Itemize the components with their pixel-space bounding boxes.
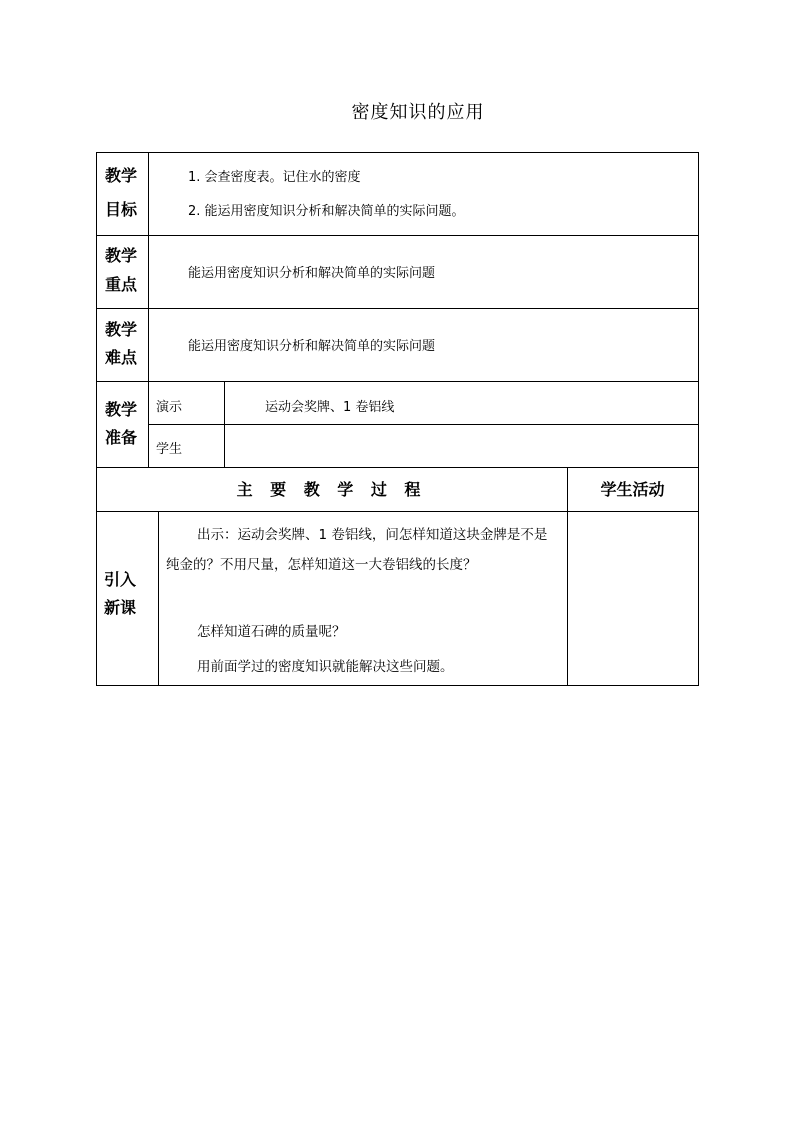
demo-label: 演示 (156, 400, 183, 415)
intro-paragraph: 用前面学过的密度知识就能解决这些问题。 (197, 659, 454, 675)
intro-label-line2: 新课 (104, 598, 137, 617)
preparation-label-line1: 教学 (105, 400, 138, 419)
table-border-bottom (96, 685, 699, 686)
goal-item: 2. 能运用密度知识分析和解决简单的实际问题。 (188, 204, 465, 219)
intro-paragraph: 怎样知道石碑的质量呢？ (197, 624, 346, 640)
row-divider (96, 308, 699, 309)
table-border-top (96, 152, 699, 153)
student-label: 学生 (156, 442, 183, 457)
row-divider (96, 235, 699, 236)
intro-label-line1: 引入 (104, 570, 137, 589)
table-border-left (96, 152, 97, 686)
goals-label-line2: 目标 (105, 200, 138, 219)
column-divider (158, 511, 159, 686)
key-points-label-line2: 重点 (105, 275, 138, 294)
preparation-label-line2: 准备 (105, 428, 138, 447)
process-header: 主 要 教 学 过 程 (236, 480, 427, 499)
difficulties-label-line2: 难点 (105, 348, 138, 367)
row-divider (96, 381, 699, 382)
intro-paragraph: 出示：运动会奖牌、1 卷铝线，问怎样知道这块金牌是不是纯金的？不用尺量，怎样知道这一大卷铝线的长度？ (166, 527, 548, 573)
row-divider (96, 467, 699, 468)
student-activity-header: 学生活动 (600, 480, 665, 499)
key-points-content: 能运用密度知识分析和解决简单的实际问题 (188, 266, 436, 281)
row-divider (96, 511, 699, 512)
key-points-label-line1: 教学 (105, 246, 138, 265)
demo-content: 运动会奖牌、1 卷铝线 (265, 400, 395, 415)
difficulties-content: 能运用密度知识分析和解决简单的实际问题 (188, 339, 436, 354)
difficulties-label-line1: 教学 (105, 320, 138, 339)
column-divider (224, 381, 225, 468)
row-divider (148, 424, 699, 425)
table-border-right (698, 152, 699, 686)
document-title: 密度知识的应用 (351, 102, 485, 123)
goals-label-line1: 教学 (105, 166, 138, 185)
goal-item: 1. 会查密度表。记住水的密度 (188, 170, 361, 185)
column-divider (148, 152, 149, 468)
